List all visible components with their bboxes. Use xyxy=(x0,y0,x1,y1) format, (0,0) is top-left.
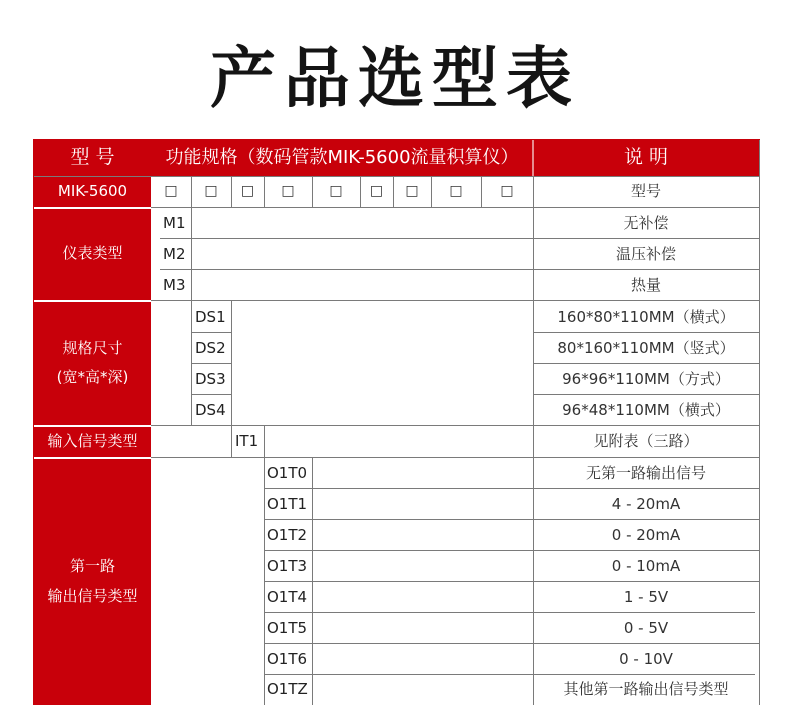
grid-line xyxy=(393,176,394,207)
option-code-o1tz: O1TZ xyxy=(267,680,308,699)
grid-line xyxy=(191,176,192,207)
grid-line xyxy=(191,207,192,300)
checkbox[interactable]: □ xyxy=(329,183,343,200)
option-code-o1t0: O1T0 xyxy=(267,463,308,482)
grid-line xyxy=(264,612,755,613)
grid-line xyxy=(264,581,759,582)
grid-line xyxy=(312,457,313,705)
label-meter-type xyxy=(34,208,151,300)
option-code-o1t1: O1T1 xyxy=(267,494,308,513)
label-line: 仪表类型 xyxy=(62,244,123,263)
grid-line xyxy=(264,457,265,705)
grid-line xyxy=(360,176,361,207)
label-line: 规格尺寸 xyxy=(62,338,123,357)
checkbox[interactable]: □ xyxy=(449,183,463,200)
option-desc-o1t4: 1 - 5V xyxy=(623,587,669,606)
header-function: 功能规格（数码管款MIK-5600流量积算仪） xyxy=(151,140,533,176)
option-desc-ds2: 80*160*110MM（竖式） xyxy=(557,338,735,357)
option-desc-ds3: 96*96*110MM（方式） xyxy=(562,369,730,388)
checkbox[interactable]: □ xyxy=(405,183,419,200)
grid-line xyxy=(264,519,759,520)
option-desc-o1t5: 0 - 5V xyxy=(623,618,669,637)
option-desc-o1t1: 4 - 20mA xyxy=(611,494,681,513)
option-code-ds1: DS1 xyxy=(195,307,226,326)
option-desc-m3: 热量 xyxy=(630,275,661,294)
option-code-o1t5: O1T5 xyxy=(267,618,308,637)
grid-line xyxy=(160,238,759,239)
grid-line xyxy=(192,332,232,333)
option-code-ds3: DS3 xyxy=(195,369,226,388)
header-divider xyxy=(532,140,534,176)
label-input xyxy=(34,426,151,457)
grid-line xyxy=(533,363,759,364)
model-name: MIK-5600 xyxy=(34,177,151,207)
grid-line xyxy=(264,674,755,675)
table-border xyxy=(33,139,35,705)
option-code-it1: IT1 xyxy=(235,431,259,450)
label-separator xyxy=(34,300,151,302)
option-code-o1t6: O1T6 xyxy=(267,649,308,668)
label-separator xyxy=(34,207,151,209)
grid-line xyxy=(231,176,232,207)
grid-line xyxy=(481,176,482,207)
grid-line xyxy=(533,394,759,395)
table-border xyxy=(759,139,760,705)
header-description: 说 明 xyxy=(533,140,759,176)
label-line: (宽*高*深) xyxy=(56,368,129,386)
grid-line xyxy=(264,488,759,489)
option-code-m3: M3 xyxy=(163,275,186,294)
option-desc-ds4: 96*48*110MM（横式） xyxy=(562,400,730,419)
option-code-o1t4: O1T4 xyxy=(267,587,308,606)
grid-line xyxy=(192,363,232,364)
option-desc-o1tz: 其他第一路输出信号类型 xyxy=(563,680,729,699)
option-code-m2: M2 xyxy=(163,244,186,263)
grid-line xyxy=(264,643,759,644)
grid-line xyxy=(34,176,759,177)
checkbox[interactable]: □ xyxy=(281,183,295,200)
checkbox[interactable]: □ xyxy=(240,183,255,200)
grid-line xyxy=(264,176,265,207)
label-line: 第一路 xyxy=(69,557,115,576)
grid-line xyxy=(264,550,759,551)
option-desc-o1t3: 0 - 10mA xyxy=(611,556,681,575)
grid-line xyxy=(431,176,432,207)
label-size xyxy=(34,301,151,425)
checkbox[interactable]: □ xyxy=(204,183,218,200)
option-desc-m2: 温压补偿 xyxy=(615,244,676,263)
grid-line xyxy=(533,332,759,333)
grid-line xyxy=(191,300,192,425)
table-border xyxy=(33,139,760,140)
option-code-o1t2: O1T2 xyxy=(267,525,308,544)
label-separator xyxy=(34,425,151,427)
grid-line xyxy=(231,425,232,457)
label-output1 xyxy=(34,458,151,705)
label-separator xyxy=(34,457,151,459)
label-line: 输出信号类型 xyxy=(47,586,138,605)
option-desc-o1t0: 无第一路输出信号 xyxy=(585,463,706,482)
option-desc-ds1: 160*80*110MM（横式） xyxy=(557,307,735,326)
grid-line xyxy=(160,269,759,270)
checkbox[interactable]: □ xyxy=(369,183,384,200)
grid-line xyxy=(533,176,534,705)
header-model: 型 号 xyxy=(34,140,151,176)
option-code-ds2: DS2 xyxy=(195,338,226,357)
grid-line xyxy=(312,176,313,207)
page-title: 产品选型表 xyxy=(210,40,580,117)
option-code-o1t3: O1T3 xyxy=(267,556,308,575)
option-desc-o1t6: 0 - 10V xyxy=(619,649,673,668)
grid-line xyxy=(231,300,232,425)
option-code-ds4: DS4 xyxy=(195,400,226,419)
grid-line xyxy=(192,394,232,395)
checkbox[interactable]: □ xyxy=(500,183,514,200)
checkbox[interactable]: □ xyxy=(164,183,178,200)
grid-line xyxy=(264,425,265,457)
option-desc-o1t2: 0 - 20mA xyxy=(611,525,681,544)
option-desc-m1: 无补偿 xyxy=(623,213,669,232)
label-line: 输入信号类型 xyxy=(47,431,138,450)
option-code-m1: M1 xyxy=(163,213,186,232)
option-desc-it1: 见附表（三路） xyxy=(593,431,699,450)
model-description: 型号 xyxy=(630,182,661,201)
